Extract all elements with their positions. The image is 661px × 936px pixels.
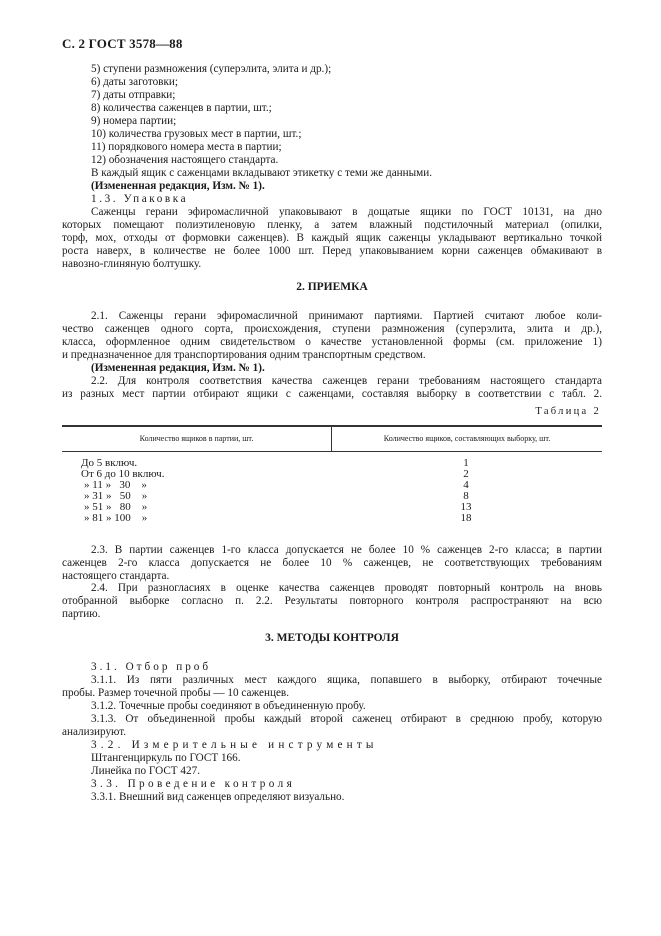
- list-item: 9) номера партии;: [91, 115, 177, 127]
- list-item: 8) количества саженцев в партии, шт.;: [91, 102, 272, 114]
- paragraph-line: класса, оформленное одним свидетельством о качестве установленной формы (см. приложение 1): [62, 336, 602, 348]
- table-cell: 4: [463, 479, 469, 491]
- table-cell: 2: [463, 468, 469, 480]
- paragraph-line: 2.2. Для контроля соответствия качества саженцев герани требованиям настоящего стандарта: [91, 375, 602, 387]
- paragraph-line: настоящего стандарта.: [62, 570, 170, 582]
- paragraph-line: из разных мест партии отбирают ящики с саженцами, составляя выборку в соответствии с табл. 2.: [62, 388, 602, 400]
- subsection-title: 1.3. Упаковка: [91, 193, 189, 205]
- paragraph-line: саженцев 2-го класса допускается не более 10 % саженцев, не соответствующих требованиям: [62, 557, 602, 569]
- paragraph-line: отобранной выборке согласно п. 2.2. Результаты повторного контроля распространяют на всю: [62, 595, 602, 607]
- paragraph-line: и предназначенное для транспортирования одним транспортным средством.: [62, 349, 426, 361]
- table-cell: 8: [463, 490, 469, 502]
- table-header-rule: [62, 451, 602, 452]
- table-cell: » 11 » 30 »: [84, 479, 147, 491]
- list-item: Линейка по ГОСТ 427.: [91, 765, 200, 777]
- paragraph-line: 2.1. Саженцы герани эфиромасличной принимают партиями. Партией считают любое коли-: [91, 310, 602, 322]
- subsection-title: 3.3. Проведение контроля: [91, 778, 296, 790]
- section-title: 3. МЕТОДЫ КОНТРОЛЯ: [265, 632, 399, 644]
- paragraph-line: 3.1.3. От объединенной пробы каждый второй саженец отбирают в среднюю пробу, которую: [91, 713, 602, 725]
- paragraph-line: навозно-глиняную болтушку.: [62, 258, 202, 270]
- table-cell: До 5 включ.: [81, 457, 138, 469]
- list-item: 12) обозначения настоящего стандарта.: [91, 154, 279, 166]
- table-cell: » 81 » 100 »: [84, 512, 148, 524]
- table-caption: Таблица 2: [535, 406, 601, 417]
- table-top-rule: [62, 425, 602, 427]
- paragraph-line: 3.1.2. Точечные пробы соединяют в объединенную пробу.: [91, 700, 366, 712]
- table-cell: 1: [463, 457, 469, 469]
- paragraph-line: чество саженцев одного сорта, происхождения, ступени размножения (суперэлита, элита и др.),: [62, 323, 602, 335]
- table-cell: 13: [460, 501, 472, 513]
- page-header: С. 2 ГОСТ 3578—88: [62, 36, 183, 51]
- paragraph-line: 3.3.1. Внешний вид саженцев определяют визуально.: [91, 791, 345, 803]
- subsection-title: 3.1. Отбор проб: [91, 661, 212, 673]
- paragraph-line: которых помещают полиэтиленовую пленку, а затем влажный подстилочный материал (опилки,: [62, 219, 602, 231]
- table-cell: От 6 до 10 включ.: [81, 468, 165, 480]
- paragraph-line: анализируют.: [62, 726, 127, 738]
- section-title: 2. ПРИЕМКА: [296, 281, 368, 293]
- paragraph-line: роста наверх, в количестве не более 1000 шт. Перед упаковыванием корни саженцев обмакивают в: [62, 245, 602, 257]
- amendment-note: (Измененная редакция, Изм. № 1).: [91, 180, 265, 192]
- list-item: 11) порядкового номера места в партии;: [91, 141, 282, 153]
- paragraph-line: 2.4. При разногласиях в оценке качества саженцев проводят повторный контроль на вновь: [91, 582, 602, 594]
- paragraph-line: 3.1.1. Из пяти различных мест каждого ящика, попавшего в выборку, отбирают точечные: [91, 674, 602, 686]
- label-note: В каждый ящик с саженцами вкладывают этикетку с теми же данными.: [91, 167, 433, 179]
- table-header-cell: Количество ящиков, составляющих выборку, шт.: [383, 434, 551, 443]
- list-item: 6) даты заготовки;: [91, 76, 178, 88]
- paragraph-line: 2.3. В партии саженцев 1-го класса допускается не более 10 % саженцев 2-го класса; в партии: [91, 544, 602, 556]
- list-item: 10) количества грузовых мест в партии, шт.;: [91, 128, 302, 140]
- list-item: 7) даты отправки;: [91, 89, 176, 101]
- table-cell: 18: [460, 512, 472, 524]
- table-cell: » 31 » 50 »: [84, 490, 148, 502]
- paragraph-line: пробы. Размер точечной пробы — 10 саженцев.: [62, 687, 289, 699]
- subsection-title: 3.2. Измерительные инструменты: [91, 739, 378, 751]
- list-item: Штангенциркуль по ГОСТ 166.: [91, 752, 241, 764]
- amendment-note: (Измененная редакция, Изм. № 1).: [91, 362, 265, 374]
- list-item: 5) ступени размножения (суперэлита, элита и др.);: [91, 63, 332, 75]
- paragraph-line: партию.: [62, 608, 101, 620]
- paragraph-line: Саженцы герани эфиромасличной упаковывают в дощатые ящики по ГОСТ 10131, на дно: [91, 206, 602, 218]
- table-header-cell: Количество ящиков в партии, шт.: [139, 434, 254, 443]
- paragraph-line: торф, мох, отходы от формовки саженцев). В каждый ящик саженцы укладывают вертикально точкой: [62, 232, 602, 244]
- table-cell: » 51 » 80 »: [84, 501, 148, 513]
